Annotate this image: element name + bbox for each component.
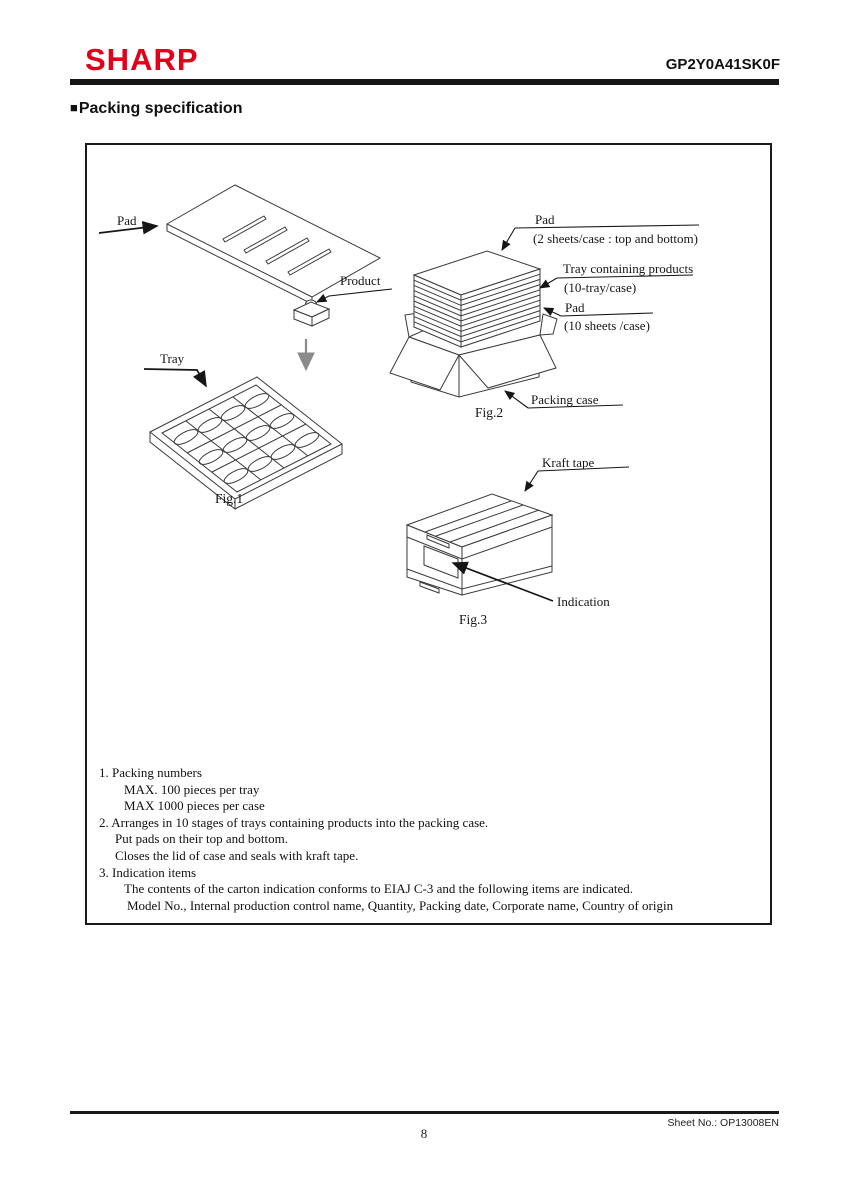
sharp-logo: SHARP xyxy=(85,42,199,77)
fig1-caption: Fig.1 xyxy=(215,491,244,506)
fig1-product-arrow xyxy=(317,289,392,302)
note-line: Put pads on their top and bottom. xyxy=(115,831,288,847)
fig2-case-label: Packing case xyxy=(531,392,599,407)
fig1-product-label: Product xyxy=(340,273,381,288)
note-line: 3. Indication items xyxy=(99,864,197,880)
fig3-caption: Fig.3 xyxy=(459,612,488,627)
fig3-tape-label: Kraft tape xyxy=(542,455,595,470)
part-number: GP2Y0A41SK0F xyxy=(665,56,780,73)
fig1-product-drawing xyxy=(294,300,329,326)
header-rule xyxy=(70,79,779,85)
footer-rule xyxy=(70,1111,779,1114)
page-number: 8 xyxy=(420,1126,428,1141)
fig3-indication-label: Indication xyxy=(557,594,610,609)
section-bullet-icon: ■ xyxy=(70,100,78,115)
fig2-caption: Fig.2 xyxy=(475,405,504,420)
note-line: MAX 1000 pieces per case xyxy=(124,798,265,814)
fig1-tray-drawing xyxy=(150,377,342,509)
packing-notes xyxy=(99,765,764,914)
packing-figure-panel xyxy=(85,143,772,925)
section-heading xyxy=(70,100,242,118)
fig1-tray-arrow xyxy=(144,369,206,386)
fig2-pad-top-label: Pad xyxy=(535,212,555,227)
fig2-pad-side-label: Pad xyxy=(565,300,585,315)
packing-figures-drawing xyxy=(87,145,770,763)
note-line: Closes the lid of case and seals with kraft tape. xyxy=(115,847,359,863)
fig3-sealed-case-drawing xyxy=(407,494,552,595)
note-line: 2. Arranges in 10 stages of trays containing products into the packing case. xyxy=(99,814,489,830)
fig2-pad-top-arrow xyxy=(502,228,515,250)
fig2-pad-side-sublabel: (10 sheets /case) xyxy=(564,318,650,333)
fig1-pad-label: Pad xyxy=(117,213,137,228)
fig2-tray-sublabel: (10-tray/case) xyxy=(564,280,637,295)
fig2-tray-arrow xyxy=(540,278,557,288)
fig3-tape-arrow xyxy=(525,471,538,491)
sheet-number: Sheet No.: OP13008EN xyxy=(667,1117,779,1129)
fig1-tray-label: Tray xyxy=(160,351,185,366)
fig2-tray-stack-drawing xyxy=(414,251,540,347)
note-line: The contents of the carton indication conforms to EIAJ C-3 and the following items are indicated. xyxy=(124,881,634,897)
note-line: MAX. 100 pieces per tray xyxy=(124,781,260,797)
section-title: Packing specification xyxy=(78,100,243,117)
fig2-pad-top-sublabel: (2 sheets/case : top and bottom) xyxy=(533,231,698,246)
note-line: Model No., Internal production control name, Quantity, Packing date, Corporate name, Country of origin xyxy=(127,897,674,913)
fig2-tray-label: Tray containing products xyxy=(563,261,694,276)
note-line: 1. Packing numbers xyxy=(99,765,202,780)
fig2-case-arrow xyxy=(505,391,528,408)
